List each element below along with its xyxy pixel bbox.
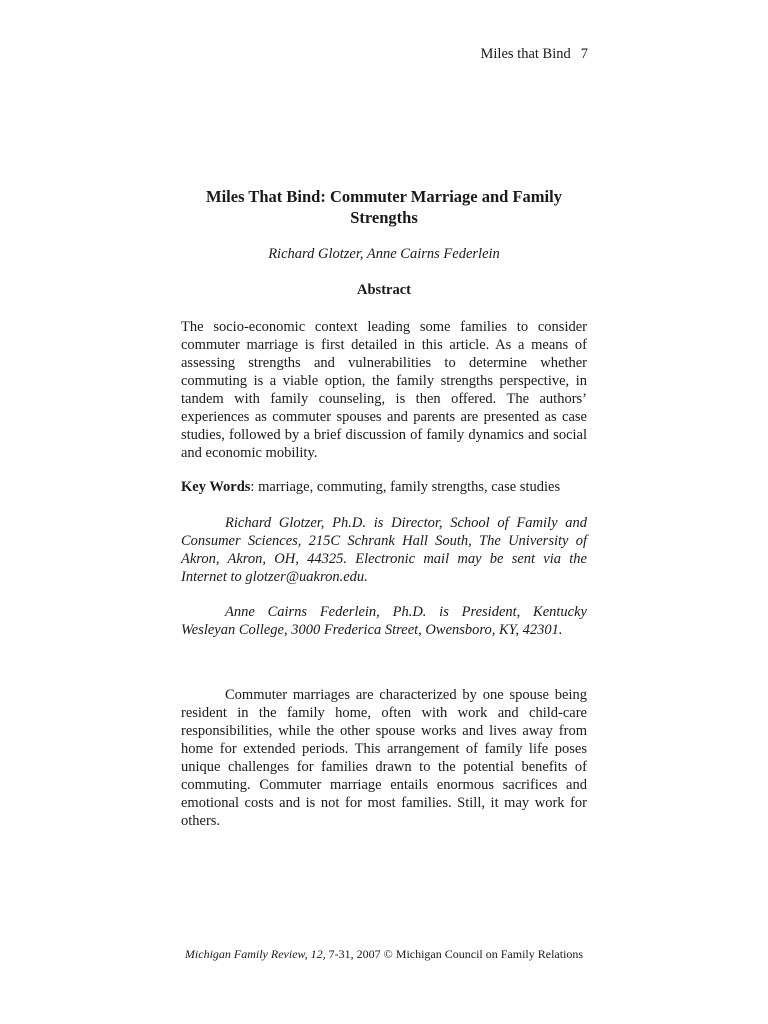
keywords-text: : marriage, commuting, family strengths, case studies [250, 479, 561, 495]
page-footer [181, 947, 587, 962]
page-number: 7 [580, 46, 588, 62]
author-list: Richard Glotzer, Anne Cairns Federlein [268, 246, 500, 262]
running-head-title: Miles that Bind [480, 46, 571, 62]
keywords [181, 478, 587, 496]
keywords-label: Key Words [181, 479, 251, 495]
abstract-heading: Abstract [357, 282, 411, 298]
running-head [481, 46, 588, 63]
author-affiliation-2: Anne Cairns Federlein, Ph.D. is President, Kentucky Wesleyan College, 3000 Frederica Street, Owensboro, KY, 42301. [181, 604, 587, 638]
journal-name: Michigan Family Review, 12, [184, 947, 326, 961]
citation-info: 7-31, 2007 © Michigan Council on Family Relations [325, 947, 584, 961]
author-affiliation-1: Richard Glotzer, Ph.D. is Director, School of Family and Consumer Sciences, 215C Schrank Hall South, The University of Akron, Akron, OH, 44325. Electronic mail may be sent via the Internet to glotzer@uakron.edu. [181, 515, 587, 585]
article-title: Miles That Bind: Commuter Marriage and Family Strengths [206, 187, 562, 227]
abstract-body: The socio-economic context leading some families to consider commuter marriage is first detailed in this article. As a means of assessing strengths and vulnerabilities to determine whether commuting is a viable option, the family strengths perspective, in tandem with family counseling, is then offered. The authors’ experiences as commuter spouses and parents are presented as case studies, followed by a brief discussion of family dynamics and social and economic mobility. [181, 319, 587, 461]
intro-paragraph: Commuter marriages are characterized by one spouse being resident in the family home, often with work and child-care responsibilities, while the other spouse works and lives away from home for extended periods. This arrangement of family life poses unique challenges for families drawn to the potential benefits of commuting. Commuter marriage entails enormous sacrifices and emotional costs and is not for most families. Still, it may work for others. [181, 687, 587, 829]
